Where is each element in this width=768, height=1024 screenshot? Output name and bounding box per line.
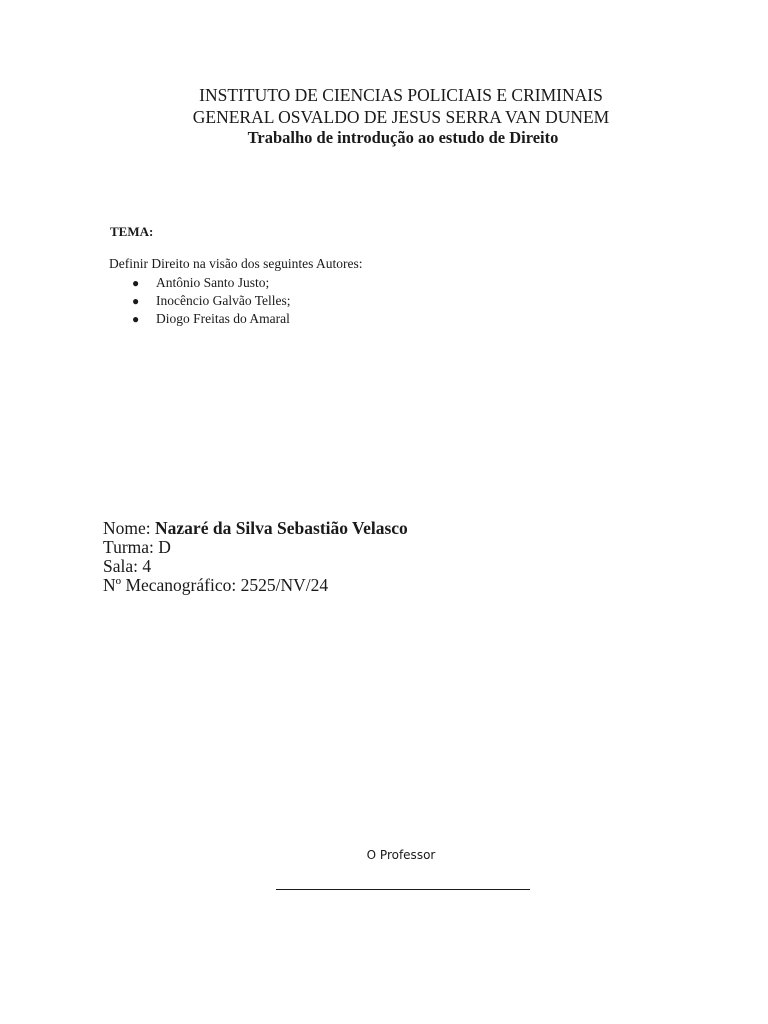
- institute-subtitle: GENERAL OSVALDO DE JESUS SERRA VAN DUNEM: [192, 107, 610, 127]
- turma-row: [103, 538, 408, 557]
- work-title: Trabalho de introdução ao estudo de Direito: [247, 128, 559, 147]
- student-name-row: [103, 519, 408, 538]
- document-header: [0, 84, 768, 148]
- professor-label: O Professor: [366, 848, 436, 862]
- list-item: [130, 274, 291, 292]
- authors-list: [130, 274, 291, 328]
- institute-name: INSTITUTO DE CIENCIAS POLICIAIS E CRIMINAIS: [199, 85, 603, 105]
- list-item: [130, 292, 291, 310]
- professor-signature-block: [0, 848, 768, 862]
- bullet-icon: ●: [132, 312, 140, 326]
- tema-intro: Definir Direito na visão dos seguintes Autores:: [109, 256, 363, 271]
- sala-value: 4: [142, 556, 152, 576]
- tema-label: TEMA:: [110, 224, 154, 239]
- signature-line: [276, 889, 530, 890]
- mecanografico-label: Nº Mecanográfico:: [103, 575, 241, 595]
- sala-row: [103, 557, 408, 576]
- student-info: [103, 519, 408, 595]
- author-name: Diogo Freitas do Amaral: [156, 311, 290, 326]
- turma-value: D: [158, 537, 171, 557]
- mecanografico-value: 2525/NV/24: [240, 575, 329, 595]
- list-item: [130, 310, 291, 328]
- sala-label: Sala:: [103, 556, 143, 576]
- author-name: Inocêncio Galvão Telles;: [156, 293, 291, 308]
- name-label: Nome:: [103, 518, 156, 538]
- name-value: Nazaré da Silva Sebastião Velasco: [155, 518, 408, 538]
- bullet-icon: ●: [132, 294, 140, 308]
- author-name: Antônio Santo Justo;: [156, 275, 270, 290]
- turma-label: Turma:: [103, 537, 159, 557]
- mecanografico-row: [103, 576, 408, 595]
- bullet-icon: ●: [132, 276, 140, 290]
